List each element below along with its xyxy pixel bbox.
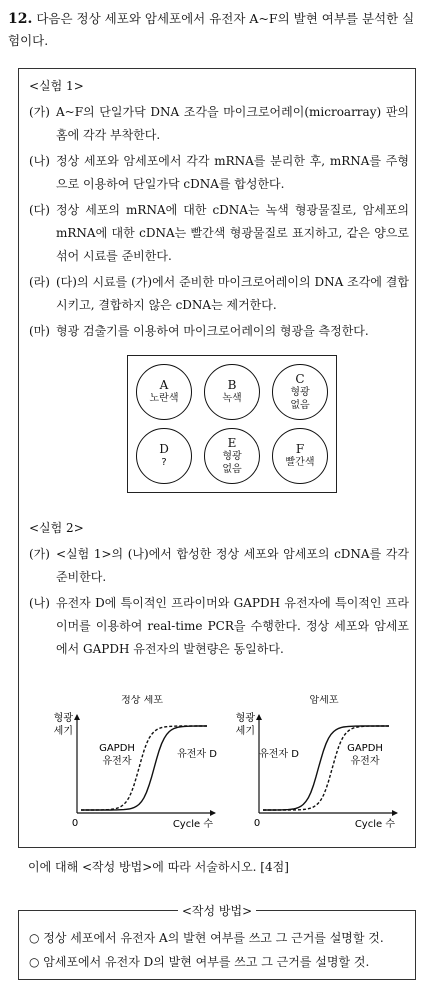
- exp2-step: [29, 543, 409, 589]
- step-label: (마): [29, 324, 50, 338]
- well-letter: F: [295, 442, 305, 456]
- chart-title: 정상 세포: [121, 695, 163, 706]
- step-text: 정상 세포의 mRNA에 대한 cDNA는 녹색 형광물질로, 암세포의 mRNA에 대한 cDNA는 빨간색 형광물질로 표지하고, 같은 양으로 섞어 시료를 준비한다.: [56, 203, 409, 263]
- gene-d-curve: [81, 726, 207, 810]
- experiment2-title: <실험 2>: [29, 521, 84, 535]
- step-text: 유전자 D에 특이적인 프라이머와 GAPDH 유전자에 특이적인 프라이머를 이용하여 real-time PCR을 수행한다. 정상 세포와 암세포에서 GAPDH 유전자의 발현량은 동일하다.: [56, 596, 409, 656]
- well-color: 빨간색: [285, 457, 315, 468]
- chart-title: 암세포: [309, 695, 339, 706]
- step-text: (다)의 시료를 (가)에서 준비한 마이크로어레이의 DNA 조각에 결합시키고, 결합하지 않은 cDNA는 제거한다.: [56, 275, 409, 312]
- x-origin-label: 0: [71, 818, 79, 829]
- well-color: 형광 없음: [290, 386, 310, 411]
- question-text: 다음은 정상 세포와 암세포에서 유전자 A~F의 발현 여부를 분석한 실험이다.: [8, 11, 415, 48]
- method-item: ○ 암세포에서 유전자 D의 발현 여부를 쓰고 그 근거를 설명할 것.: [29, 955, 370, 969]
- question-number: 12.: [8, 11, 33, 27]
- y-axis-label: 세기: [53, 726, 73, 737]
- exp1-step: [29, 101, 409, 147]
- pcr-charts: [19, 695, 415, 835]
- x-origin-label: 0: [253, 818, 261, 829]
- exp2-step: [29, 592, 409, 661]
- step-text: A~F의 단일가닥 DNA 조각을 마이크로어레이(microarray) 판의 홈에 각각 부착한다.: [56, 105, 409, 142]
- step-label: (나): [29, 596, 50, 610]
- y-axis-arrow: [256, 714, 262, 720]
- step-label: (다): [29, 203, 50, 217]
- step-label: (가): [29, 105, 50, 119]
- method-item: ○ 정상 세포에서 유전자 A의 발현 여부를 쓰고 그 근거를 설명할 것.: [29, 931, 384, 945]
- x-axis-arrow: [392, 810, 398, 816]
- exp1-step: [29, 320, 409, 343]
- experiment1-title: <실험 1>: [29, 79, 84, 93]
- gapdh-label: 유전자: [350, 756, 380, 767]
- step-label: (라): [29, 275, 50, 289]
- well-color: 노란색: [149, 393, 179, 404]
- microarray-plate: [127, 355, 337, 493]
- well-f: [272, 428, 328, 484]
- exp1-step: [29, 150, 409, 196]
- step-label: (나): [29, 154, 50, 168]
- gene-d-label: 유전자 D: [259, 749, 299, 760]
- gene-d-label: 유전자 D: [177, 749, 217, 760]
- well-b: [204, 364, 260, 420]
- well-color: 형광 없음: [222, 450, 242, 475]
- gene-d-curve: [263, 726, 389, 810]
- y-axis-label: 형광: [53, 713, 73, 724]
- well-letter: B: [227, 378, 237, 392]
- y-axis-label: 형광: [235, 713, 255, 724]
- step-text: <실험 1>의 (나)에서 합성한 정상 세포와 암세포의 cDNA를 각각 준비한다.: [56, 547, 409, 584]
- x-axis-arrow: [210, 810, 216, 816]
- y-axis-arrow: [74, 714, 80, 720]
- well-letter: D: [159, 442, 169, 456]
- instruction: 이에 대해 <작성 방법>에 따라 서술하시오. [4점]: [28, 860, 289, 874]
- well-color: 녹색: [222, 393, 242, 404]
- gapdh-curve: [263, 726, 389, 810]
- well-a: [136, 364, 192, 420]
- x-axis-label: Cycle 수: [172, 819, 213, 830]
- experiment-box: [18, 68, 416, 848]
- well-e: [204, 428, 260, 484]
- well-letter: A: [159, 378, 169, 392]
- gapdh-label: GAPDH: [347, 743, 383, 754]
- y-axis-label: 세기: [235, 726, 255, 737]
- writing-method-box: [18, 904, 416, 980]
- gapdh-label: GAPDH: [99, 743, 135, 754]
- well-color: ?: [161, 457, 167, 468]
- step-label: (가): [29, 547, 50, 561]
- well-letter: C: [295, 371, 305, 386]
- x-axis-label: Cycle 수: [354, 819, 395, 830]
- step-text: 형광 검출기를 이용하여 마이크로어레이의 형광을 측정한다.: [56, 324, 369, 338]
- well-letter: E: [227, 435, 237, 450]
- exp1-step: [29, 199, 409, 268]
- method-title: <작성 방법>: [178, 904, 256, 918]
- exp1-step: [29, 271, 409, 317]
- step-text: 정상 세포와 암세포에서 각각 mRNA를 분리한 후, mRNA를 주형으로 이용하여 단일가닥 cDNA를 합성한다.: [56, 154, 409, 191]
- well-c: [272, 364, 328, 420]
- well-d: [136, 428, 192, 484]
- gapdh-label: 유전자: [102, 756, 132, 767]
- question-stem: [8, 8, 426, 52]
